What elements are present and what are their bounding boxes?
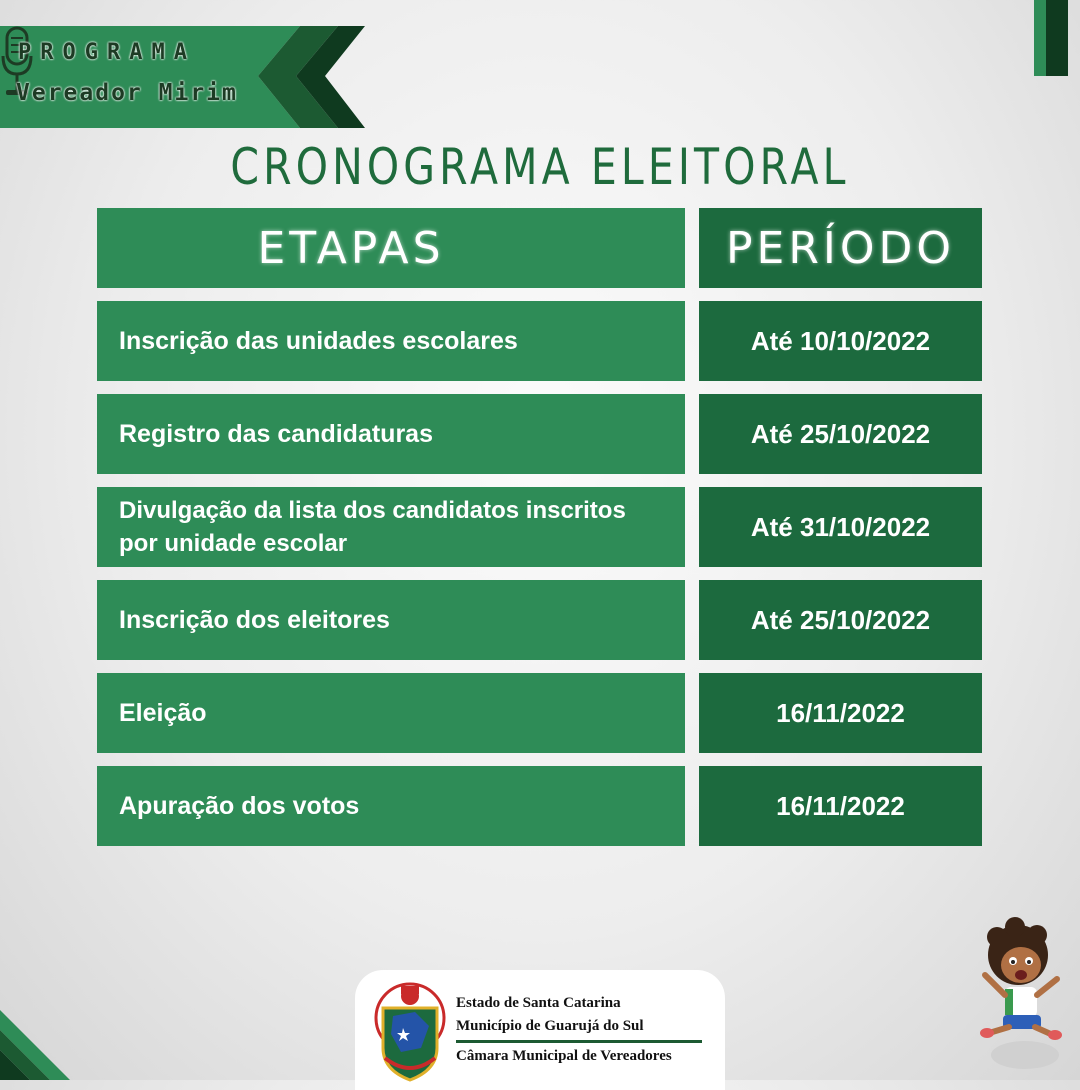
header-etapas — [97, 208, 685, 288]
etapa-text: Eleição — [119, 699, 207, 727]
corner-stripes-bottom-left — [0, 1000, 80, 1080]
footer-chamber: Câmara Municipal de Vereadores — [456, 1048, 672, 1064]
kid-illustration — [975, 915, 1070, 1075]
etapa-text: Inscrição dos eleitores — [119, 606, 390, 634]
table-row-etapa — [97, 394, 685, 474]
table-row-etapa — [97, 673, 685, 753]
etapa-text: Divulgação da lista dos candidatos inscritos por unidade escolar — [119, 497, 626, 557]
footer-divider — [456, 1040, 702, 1043]
periodo-text: Até 25/10/2022 — [750, 418, 931, 449]
footer-municipality: Município de Guarujá do Sul — [456, 1018, 644, 1034]
periodo-text: Até 10/10/2022 — [750, 325, 931, 356]
table-row-etapa — [97, 301, 685, 381]
banner-program-name: Vereador Mirim — [16, 80, 238, 106]
header-periodo — [699, 208, 982, 288]
etapa-text: Apuração dos votos — [119, 792, 360, 820]
table-row-etapa — [97, 487, 685, 567]
table-row-periodo — [699, 301, 982, 381]
table-row-periodo — [699, 487, 982, 567]
header-etapas-label: ETAPAS — [257, 222, 445, 274]
page-title: CRONOGRAMA ELEITORAL — [230, 138, 850, 196]
periodo-text: Até 25/10/2022 — [750, 604, 931, 635]
banner-program-label: PROGRAMA — [18, 40, 196, 65]
table-row-periodo — [699, 766, 982, 846]
table-row-periodo — [699, 673, 982, 753]
table-row-etapa — [97, 766, 685, 846]
etapa-text: Registro das candidaturas — [119, 420, 433, 448]
table-row-periodo — [699, 580, 982, 660]
periodo-text: Até 31/10/2022 — [750, 511, 931, 542]
periodo-text: 16/11/2022 — [776, 790, 905, 821]
table-row-periodo — [699, 394, 982, 474]
footer-state: Estado de Santa Catarina — [456, 995, 621, 1011]
periodo-text: 16/11/2022 — [776, 697, 905, 728]
municipal-crest-icon — [371, 978, 449, 1088]
corner-stripes-top-right — [1034, 0, 1068, 76]
header-periodo-label: PERÍODO — [725, 222, 956, 274]
table-row-etapa — [97, 580, 685, 660]
etapa-text: Inscrição das unidades escolares — [119, 327, 518, 355]
